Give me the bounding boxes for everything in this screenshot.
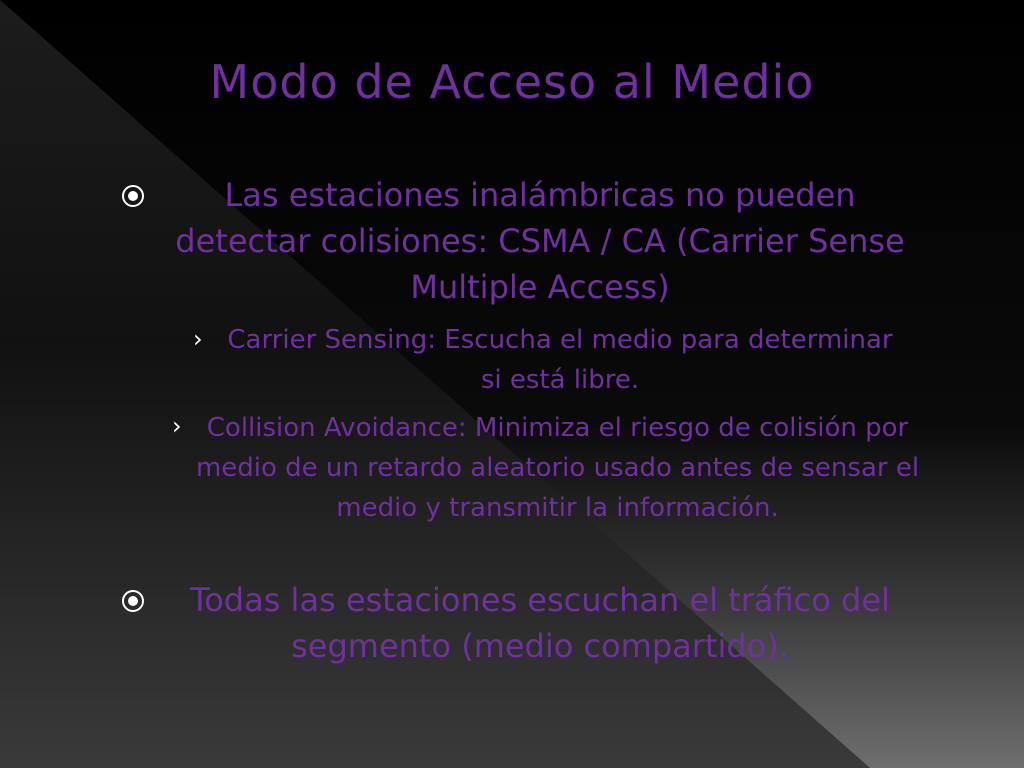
chevron-right-icon: › [193,325,203,353]
slide-title: Modo de Acceso al Medio [209,55,815,109]
sub-bullet-text: Carrier Sensing: Escucha el medio para determinar si está libre. [227,325,893,395]
sub-bullet-text: Collision Avoidance: Minimiza el riesgo de colisión por medio de un retardo aleatorio usado antes de sensar el medio y transmitir la información. [195,413,920,523]
bullet-text: Todas las estaciones escuchan el tráfico del segmento (medio compartido). [190,581,890,665]
circle-dot-bullet-icon [122,590,144,612]
chevron-right-icon: › [172,412,182,440]
circle-dot-bullet-icon [122,185,144,207]
bullet-text: Las estaciones inalámbricas no pueden detectar colisiones: CSMA / CA (Carrier Sense Multiple Access) [175,176,905,306]
